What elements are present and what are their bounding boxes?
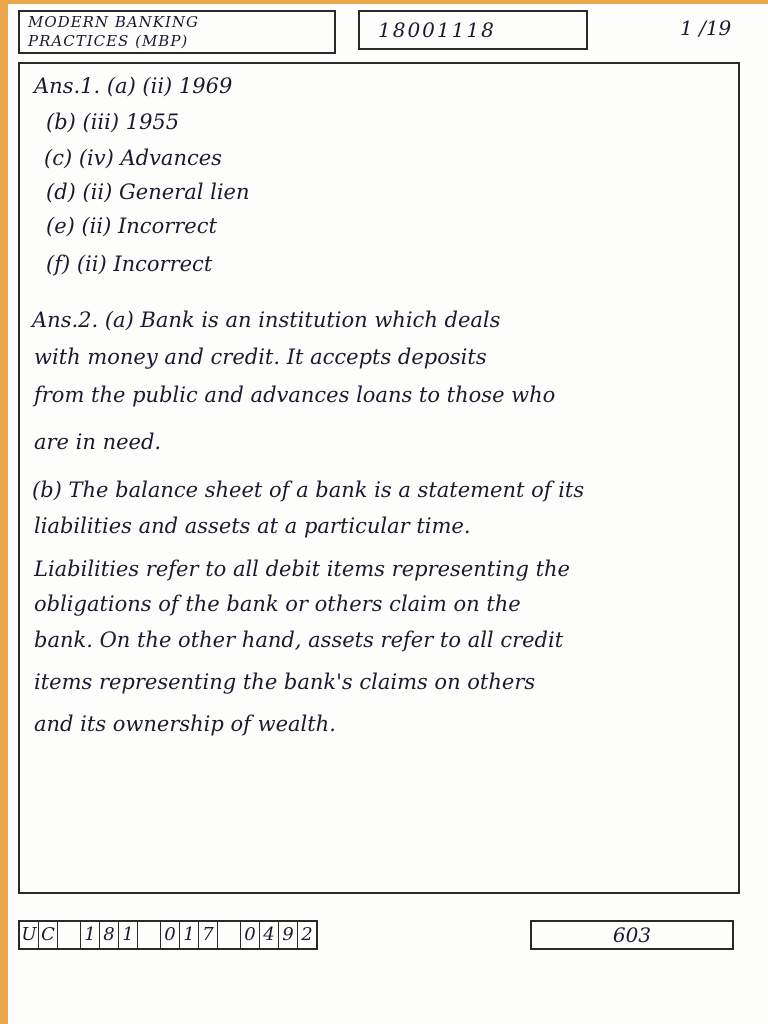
answer-line: with money and credit. It accepts deposits	[34, 345, 487, 369]
roll-cell: 1	[81, 922, 100, 948]
roll-gap	[138, 922, 161, 948]
roll-cell: 1	[180, 922, 199, 948]
answer-line: obligations of the bank or others claim on the	[34, 592, 521, 616]
roll-cell: 0	[161, 922, 180, 948]
answer-line: (e) (ii) Incorrect	[46, 214, 217, 238]
roll-cell: 1	[119, 922, 138, 948]
roll-number-grid	[18, 920, 318, 950]
answer-line: (c) (iv) Advances	[44, 146, 222, 170]
answer-line: (b) The balance sheet of a bank is a statement of its	[32, 478, 585, 502]
roll-cell: 7	[199, 922, 218, 948]
answer-line: (d) (ii) General lien	[46, 180, 250, 204]
answer-line: liabilities and assets at a particular time.	[34, 514, 471, 538]
answer-line: Ans.1. (a) (ii) 1969	[34, 74, 233, 98]
answer-line: (b) (iii) 1955	[46, 110, 180, 134]
roll-cell: 9	[279, 922, 298, 948]
subject-line-2: PRACTICES (MBP)	[28, 32, 189, 50]
answer-line: (f) (ii) Incorrect	[46, 252, 213, 276]
answer-line: from the public and advances loans to those who	[34, 383, 556, 407]
enrolment-code-box: 18001118	[358, 10, 588, 50]
score-box: 603	[530, 920, 734, 950]
roll-gap	[218, 922, 241, 948]
roll-cell: 8	[100, 922, 119, 948]
page-count: 1 /19	[680, 16, 732, 40]
roll-cell: 2	[301, 924, 313, 945]
roll-cell: 0	[241, 922, 260, 948]
roll-cell: U	[20, 922, 39, 948]
subject-line-1: MODERN BANKING	[28, 13, 200, 31]
answer-line: Liabilities refer to all debit items representing the	[34, 557, 570, 581]
answer-line: Ans.2. (a) Bank is an institution which deals	[32, 308, 501, 332]
subject-box	[18, 10, 336, 54]
answer-line: are in need.	[34, 430, 162, 454]
roll-cell: C	[39, 922, 58, 948]
roll-cell: 4	[260, 922, 279, 948]
roll-gap	[58, 922, 81, 948]
answer-line: items representing the bank's claims on others	[34, 670, 536, 694]
answer-line: and its ownership of wealth.	[34, 712, 336, 736]
answer-line: bank. On the other hand, assets refer to all credit	[34, 628, 564, 652]
